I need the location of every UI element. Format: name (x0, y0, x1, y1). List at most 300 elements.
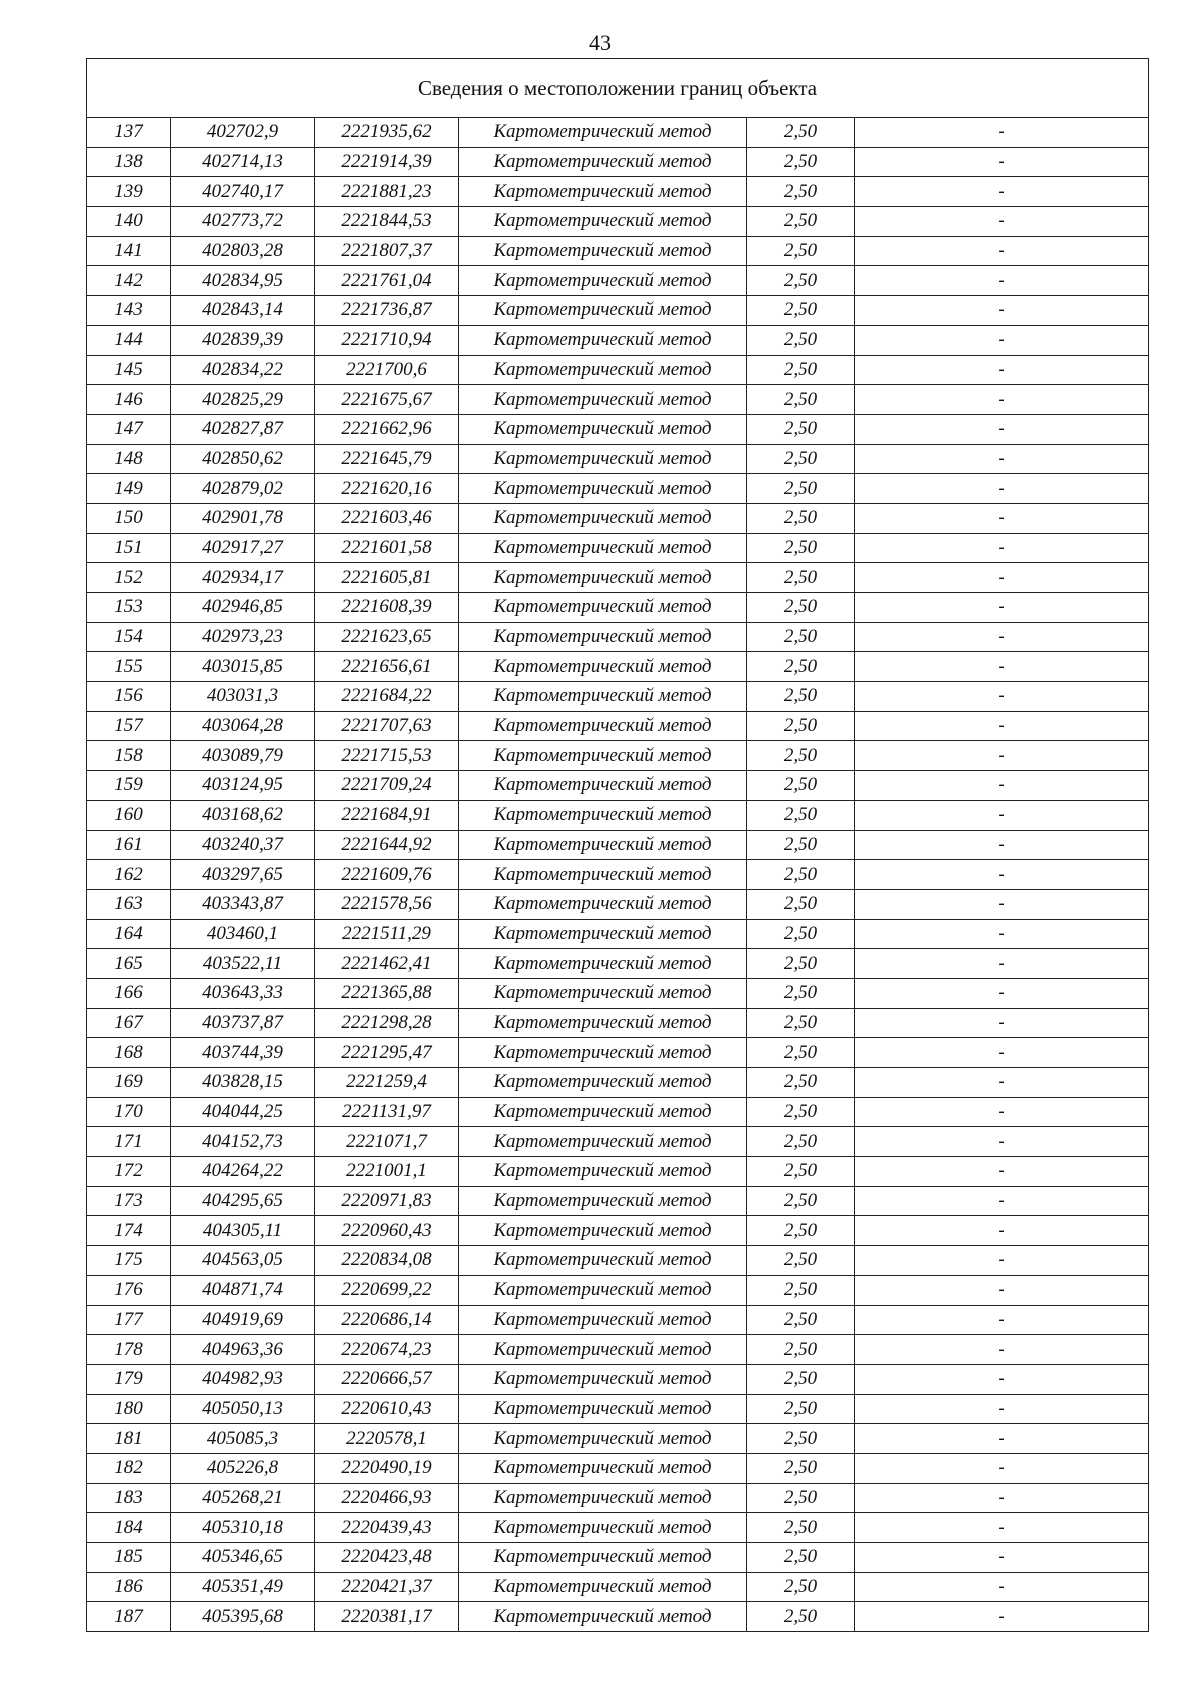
table-row (87, 1335, 1149, 1365)
table-row (87, 1305, 1149, 1335)
y-coordinate-cell: 2221675,67 (315, 385, 459, 415)
x-coordinate-cell: 404563,05 (171, 1246, 315, 1276)
point-number-cell: 183 (87, 1483, 171, 1513)
x-coordinate-cell: 403064,28 (171, 711, 315, 741)
y-coordinate-cell: 2221295,47 (315, 1038, 459, 1068)
x-coordinate-cell: 403031,3 (171, 682, 315, 712)
x-coordinate-cell: 404264,22 (171, 1157, 315, 1187)
accuracy-cell: 2,50 (747, 1305, 855, 1335)
description-cell: - (855, 1483, 1149, 1513)
method-cell: Картометрический метод (459, 1275, 747, 1305)
method-cell: Картометрический метод (459, 236, 747, 266)
y-coordinate-cell: 2221071,7 (315, 1127, 459, 1157)
point-number-cell: 169 (87, 1068, 171, 1098)
y-coordinate-cell: 2221298,28 (315, 1008, 459, 1038)
x-coordinate-cell: 404963,36 (171, 1335, 315, 1365)
table-row (87, 1068, 1149, 1098)
method-cell: Картометрический метод (459, 1008, 747, 1038)
y-coordinate-cell: 2220699,22 (315, 1275, 459, 1305)
y-coordinate-cell: 2220423,48 (315, 1543, 459, 1573)
description-cell: - (855, 1246, 1149, 1276)
x-coordinate-cell: 405050,13 (171, 1394, 315, 1424)
accuracy-cell: 2,50 (747, 1543, 855, 1573)
point-number-cell: 159 (87, 771, 171, 801)
description-cell: - (855, 652, 1149, 682)
accuracy-cell: 2,50 (747, 118, 855, 148)
description-cell: - (855, 207, 1149, 237)
accuracy-cell: 2,50 (747, 978, 855, 1008)
accuracy-cell: 2,50 (747, 1335, 855, 1365)
accuracy-cell: 2,50 (747, 325, 855, 355)
accuracy-cell: 2,50 (747, 1068, 855, 1098)
x-coordinate-cell: 402917,27 (171, 533, 315, 563)
point-number-cell: 152 (87, 563, 171, 593)
table-row (87, 1097, 1149, 1127)
method-cell: Картометрический метод (459, 355, 747, 385)
accuracy-cell: 2,50 (747, 949, 855, 979)
point-number-cell: 157 (87, 711, 171, 741)
accuracy-cell: 2,50 (747, 1394, 855, 1424)
method-cell: Картометрический метод (459, 325, 747, 355)
point-number-cell: 142 (87, 266, 171, 296)
point-number-cell: 145 (87, 355, 171, 385)
y-coordinate-cell: 2221601,58 (315, 533, 459, 563)
method-cell: Картометрический метод (459, 741, 747, 771)
point-number-cell: 138 (87, 147, 171, 177)
y-coordinate-cell: 2220971,83 (315, 1186, 459, 1216)
description-cell: - (855, 1275, 1149, 1305)
method-cell: Картометрический метод (459, 503, 747, 533)
point-number-cell: 177 (87, 1305, 171, 1335)
point-number-cell: 137 (87, 118, 171, 148)
description-cell: - (855, 414, 1149, 444)
point-number-cell: 185 (87, 1543, 171, 1573)
table-row (87, 1483, 1149, 1513)
accuracy-cell: 2,50 (747, 741, 855, 771)
table-row (87, 860, 1149, 890)
accuracy-cell: 2,50 (747, 1453, 855, 1483)
description-cell: - (855, 177, 1149, 207)
description-cell: - (855, 1394, 1149, 1424)
table-row (87, 385, 1149, 415)
point-number-cell: 165 (87, 949, 171, 979)
point-number-cell: 163 (87, 889, 171, 919)
point-number-cell: 168 (87, 1038, 171, 1068)
description-cell: - (855, 296, 1149, 326)
y-coordinate-cell: 2220686,14 (315, 1305, 459, 1335)
table-row (87, 1453, 1149, 1483)
y-coordinate-cell: 2221609,76 (315, 860, 459, 890)
x-coordinate-cell: 403089,79 (171, 741, 315, 771)
method-cell: Картометрический метод (459, 414, 747, 444)
description-cell: - (855, 444, 1149, 474)
method-cell: Картометрический метод (459, 1127, 747, 1157)
y-coordinate-cell: 2221914,39 (315, 147, 459, 177)
table-row (87, 1602, 1149, 1632)
y-coordinate-cell: 2221131,97 (315, 1097, 459, 1127)
description-cell: - (855, 236, 1149, 266)
accuracy-cell: 2,50 (747, 652, 855, 682)
accuracy-cell: 2,50 (747, 533, 855, 563)
accuracy-cell: 2,50 (747, 1216, 855, 1246)
y-coordinate-cell: 2221807,37 (315, 236, 459, 266)
x-coordinate-cell: 404871,74 (171, 1275, 315, 1305)
y-coordinate-cell: 2221645,79 (315, 444, 459, 474)
accuracy-cell: 2,50 (747, 444, 855, 474)
table-row (87, 355, 1149, 385)
point-number-cell: 160 (87, 800, 171, 830)
x-coordinate-cell: 405310,18 (171, 1513, 315, 1543)
y-coordinate-cell: 2221259,4 (315, 1068, 459, 1098)
point-number-cell: 146 (87, 385, 171, 415)
method-cell: Картометрический метод (459, 444, 747, 474)
point-number-cell: 174 (87, 1216, 171, 1246)
accuracy-cell: 2,50 (747, 1186, 855, 1216)
accuracy-cell: 2,50 (747, 207, 855, 237)
point-number-cell: 144 (87, 325, 171, 355)
description-cell: - (855, 682, 1149, 712)
table-body (87, 118, 1149, 1632)
x-coordinate-cell: 404919,69 (171, 1305, 315, 1335)
description-cell: - (855, 711, 1149, 741)
y-coordinate-cell: 2221707,63 (315, 711, 459, 741)
table-row (87, 296, 1149, 326)
y-coordinate-cell: 2220490,19 (315, 1453, 459, 1483)
description-cell: - (855, 949, 1149, 979)
method-cell: Картометрический метод (459, 711, 747, 741)
y-coordinate-cell: 2220610,43 (315, 1394, 459, 1424)
point-number-cell: 155 (87, 652, 171, 682)
accuracy-cell: 2,50 (747, 1038, 855, 1068)
accuracy-cell: 2,50 (747, 682, 855, 712)
table-row (87, 1246, 1149, 1276)
y-coordinate-cell: 2221603,46 (315, 503, 459, 533)
table-row (87, 800, 1149, 830)
x-coordinate-cell: 402843,14 (171, 296, 315, 326)
table-row (87, 414, 1149, 444)
y-coordinate-cell: 2221715,53 (315, 741, 459, 771)
method-cell: Картометрический метод (459, 385, 747, 415)
description-cell: - (855, 830, 1149, 860)
x-coordinate-cell: 405226,8 (171, 1453, 315, 1483)
method-cell: Картометрический метод (459, 771, 747, 801)
point-number-cell: 148 (87, 444, 171, 474)
method-cell: Картометрический метод (459, 622, 747, 652)
y-coordinate-cell: 2221935,62 (315, 118, 459, 148)
point-number-cell: 171 (87, 1127, 171, 1157)
point-number-cell: 180 (87, 1394, 171, 1424)
description-cell: - (855, 503, 1149, 533)
page-number: 43 (589, 30, 611, 55)
accuracy-cell: 2,50 (747, 1275, 855, 1305)
description-cell: - (855, 1453, 1149, 1483)
description-cell: - (855, 474, 1149, 504)
table-row (87, 236, 1149, 266)
description-cell: - (855, 1543, 1149, 1573)
method-cell: Картометрический метод (459, 207, 747, 237)
x-coordinate-cell: 403643,33 (171, 978, 315, 1008)
y-coordinate-cell: 2221761,04 (315, 266, 459, 296)
method-cell: Картометрический метод (459, 1186, 747, 1216)
x-coordinate-cell: 402827,87 (171, 414, 315, 444)
point-number-cell: 179 (87, 1364, 171, 1394)
point-number-cell: 173 (87, 1186, 171, 1216)
point-number-cell: 149 (87, 474, 171, 504)
x-coordinate-cell: 402839,39 (171, 325, 315, 355)
accuracy-cell: 2,50 (747, 622, 855, 652)
table-row (87, 1216, 1149, 1246)
method-cell: Картометрический метод (459, 860, 747, 890)
method-cell: Картометрический метод (459, 593, 747, 623)
table-row (87, 1157, 1149, 1187)
accuracy-cell: 2,50 (747, 414, 855, 444)
accuracy-cell: 2,50 (747, 1246, 855, 1276)
y-coordinate-cell: 2221511,29 (315, 919, 459, 949)
method-cell: Картометрический метод (459, 949, 747, 979)
y-coordinate-cell: 2220666,57 (315, 1364, 459, 1394)
description-cell: - (855, 1364, 1149, 1394)
table-row (87, 444, 1149, 474)
table-row (87, 1038, 1149, 1068)
x-coordinate-cell: 402934,17 (171, 563, 315, 593)
x-coordinate-cell: 403240,37 (171, 830, 315, 860)
x-coordinate-cell: 403522,11 (171, 949, 315, 979)
x-coordinate-cell: 403460,1 (171, 919, 315, 949)
y-coordinate-cell: 2221623,65 (315, 622, 459, 652)
point-number-cell: 156 (87, 682, 171, 712)
table-row (87, 1127, 1149, 1157)
method-cell: Картометрический метод (459, 1097, 747, 1127)
method-cell: Картометрический метод (459, 978, 747, 1008)
x-coordinate-cell: 402773,72 (171, 207, 315, 237)
point-number-cell: 178 (87, 1335, 171, 1365)
description-cell: - (855, 1335, 1149, 1365)
y-coordinate-cell: 2221709,24 (315, 771, 459, 801)
method-cell: Картометрический метод (459, 1335, 747, 1365)
table-row (87, 978, 1149, 1008)
accuracy-cell: 2,50 (747, 177, 855, 207)
table-row (87, 1543, 1149, 1573)
y-coordinate-cell: 2221462,41 (315, 949, 459, 979)
table-row (87, 1424, 1149, 1454)
table-row (87, 266, 1149, 296)
x-coordinate-cell: 403297,65 (171, 860, 315, 890)
table-row (87, 533, 1149, 563)
y-coordinate-cell: 2221844,53 (315, 207, 459, 237)
method-cell: Картометрический метод (459, 563, 747, 593)
description-cell: - (855, 1038, 1149, 1068)
accuracy-cell: 2,50 (747, 1572, 855, 1602)
description-cell: - (855, 860, 1149, 890)
point-number-cell: 184 (87, 1513, 171, 1543)
x-coordinate-cell: 402879,02 (171, 474, 315, 504)
y-coordinate-cell: 2221736,87 (315, 296, 459, 326)
method-cell: Картометрический метод (459, 682, 747, 712)
description-cell: - (855, 355, 1149, 385)
point-number-cell: 182 (87, 1453, 171, 1483)
table-row (87, 593, 1149, 623)
table-row (87, 771, 1149, 801)
x-coordinate-cell: 404305,11 (171, 1216, 315, 1246)
description-cell: - (855, 593, 1149, 623)
y-coordinate-cell: 2221656,61 (315, 652, 459, 682)
table-row (87, 1513, 1149, 1543)
description-cell: - (855, 1186, 1149, 1216)
table-title-row (87, 59, 1149, 118)
method-cell: Картометрический метод (459, 474, 747, 504)
y-coordinate-cell: 2221684,22 (315, 682, 459, 712)
x-coordinate-cell: 403828,15 (171, 1068, 315, 1098)
y-coordinate-cell: 2221684,91 (315, 800, 459, 830)
x-coordinate-cell: 404044,25 (171, 1097, 315, 1127)
y-coordinate-cell: 2220578,1 (315, 1424, 459, 1454)
point-number-cell: 154 (87, 622, 171, 652)
method-cell: Картометрический метод (459, 1038, 747, 1068)
table-row (87, 1394, 1149, 1424)
table-row (87, 325, 1149, 355)
x-coordinate-cell: 402946,85 (171, 593, 315, 623)
x-coordinate-cell: 403015,85 (171, 652, 315, 682)
accuracy-cell: 2,50 (747, 266, 855, 296)
description-cell: - (855, 1157, 1149, 1187)
table-row (87, 177, 1149, 207)
table-row (87, 1572, 1149, 1602)
table-row (87, 147, 1149, 177)
point-number-cell: 187 (87, 1602, 171, 1632)
x-coordinate-cell: 403343,87 (171, 889, 315, 919)
point-number-cell: 158 (87, 741, 171, 771)
method-cell: Картометрический метод (459, 118, 747, 148)
point-number-cell: 153 (87, 593, 171, 623)
x-coordinate-cell: 402834,22 (171, 355, 315, 385)
description-cell: - (855, 741, 1149, 771)
point-number-cell: 175 (87, 1246, 171, 1276)
method-cell: Картометрический метод (459, 1483, 747, 1513)
description-cell: - (855, 1305, 1149, 1335)
x-coordinate-cell: 402901,78 (171, 503, 315, 533)
point-number-cell: 172 (87, 1157, 171, 1187)
x-coordinate-cell: 405351,49 (171, 1572, 315, 1602)
description-cell: - (855, 800, 1149, 830)
point-number-cell: 186 (87, 1572, 171, 1602)
accuracy-cell: 2,50 (747, 503, 855, 533)
x-coordinate-cell: 403737,87 (171, 1008, 315, 1038)
description-cell: - (855, 533, 1149, 563)
point-number-cell: 167 (87, 1008, 171, 1038)
accuracy-cell: 2,50 (747, 355, 855, 385)
y-coordinate-cell: 2220960,43 (315, 1216, 459, 1246)
table-row (87, 622, 1149, 652)
method-cell: Картометрический метод (459, 266, 747, 296)
boundary-coordinates-table (86, 58, 1149, 1632)
x-coordinate-cell: 402740,17 (171, 177, 315, 207)
accuracy-cell: 2,50 (747, 563, 855, 593)
point-number-cell: 143 (87, 296, 171, 326)
y-coordinate-cell: 2220674,23 (315, 1335, 459, 1365)
table-row (87, 118, 1149, 148)
x-coordinate-cell: 402973,23 (171, 622, 315, 652)
description-cell: - (855, 1513, 1149, 1543)
y-coordinate-cell: 2220381,17 (315, 1602, 459, 1632)
y-coordinate-cell: 2221662,96 (315, 414, 459, 444)
x-coordinate-cell: 403124,95 (171, 771, 315, 801)
accuracy-cell: 2,50 (747, 1097, 855, 1127)
x-coordinate-cell: 402825,29 (171, 385, 315, 415)
y-coordinate-cell: 2221608,39 (315, 593, 459, 623)
point-number-cell: 162 (87, 860, 171, 890)
table-row (87, 503, 1149, 533)
y-coordinate-cell: 2221578,56 (315, 889, 459, 919)
y-coordinate-cell: 2221605,81 (315, 563, 459, 593)
method-cell: Картометрический метод (459, 1364, 747, 1394)
description-cell: - (855, 118, 1149, 148)
point-number-cell: 140 (87, 207, 171, 237)
method-cell: Картометрический метод (459, 533, 747, 563)
accuracy-cell: 2,50 (747, 236, 855, 266)
description-cell: - (855, 1068, 1149, 1098)
accuracy-cell: 2,50 (747, 1483, 855, 1513)
point-number-cell: 141 (87, 236, 171, 266)
method-cell: Картометрический метод (459, 1216, 747, 1246)
x-coordinate-cell: 405268,21 (171, 1483, 315, 1513)
accuracy-cell: 2,50 (747, 147, 855, 177)
accuracy-cell: 2,50 (747, 474, 855, 504)
table-row (87, 949, 1149, 979)
accuracy-cell: 2,50 (747, 919, 855, 949)
table-row (87, 1008, 1149, 1038)
method-cell: Картометрический метод (459, 1453, 747, 1483)
accuracy-cell: 2,50 (747, 1157, 855, 1187)
y-coordinate-cell: 2221620,16 (315, 474, 459, 504)
method-cell: Картометрический метод (459, 1394, 747, 1424)
y-coordinate-cell: 2220466,93 (315, 1483, 459, 1513)
method-cell: Картометрический метод (459, 296, 747, 326)
method-cell: Картометрический метод (459, 1602, 747, 1632)
accuracy-cell: 2,50 (747, 1424, 855, 1454)
point-number-cell: 150 (87, 503, 171, 533)
method-cell: Картометрический метод (459, 830, 747, 860)
accuracy-cell: 2,50 (747, 296, 855, 326)
method-cell: Картометрический метод (459, 177, 747, 207)
table-row (87, 652, 1149, 682)
point-number-cell: 139 (87, 177, 171, 207)
method-cell: Картометрический метод (459, 1424, 747, 1454)
table-row (87, 711, 1149, 741)
accuracy-cell: 2,50 (747, 889, 855, 919)
table-row (87, 1186, 1149, 1216)
description-cell: - (855, 147, 1149, 177)
description-cell: - (855, 1602, 1149, 1632)
x-coordinate-cell: 405085,3 (171, 1424, 315, 1454)
table-title: Сведения о местоположении границ объекта (87, 59, 1149, 118)
description-cell: - (855, 1097, 1149, 1127)
method-cell: Картометрический метод (459, 1305, 747, 1335)
accuracy-cell: 2,50 (747, 1127, 855, 1157)
y-coordinate-cell: 2221001,1 (315, 1157, 459, 1187)
x-coordinate-cell: 402834,95 (171, 266, 315, 296)
method-cell: Картометрический метод (459, 1246, 747, 1276)
table-row (87, 1364, 1149, 1394)
description-cell: - (855, 622, 1149, 652)
accuracy-cell: 2,50 (747, 1364, 855, 1394)
table-row (87, 563, 1149, 593)
method-cell: Картометрический метод (459, 652, 747, 682)
description-cell: - (855, 385, 1149, 415)
description-cell: - (855, 919, 1149, 949)
x-coordinate-cell: 404982,93 (171, 1364, 315, 1394)
y-coordinate-cell: 2220421,37 (315, 1572, 459, 1602)
description-cell: - (855, 978, 1149, 1008)
